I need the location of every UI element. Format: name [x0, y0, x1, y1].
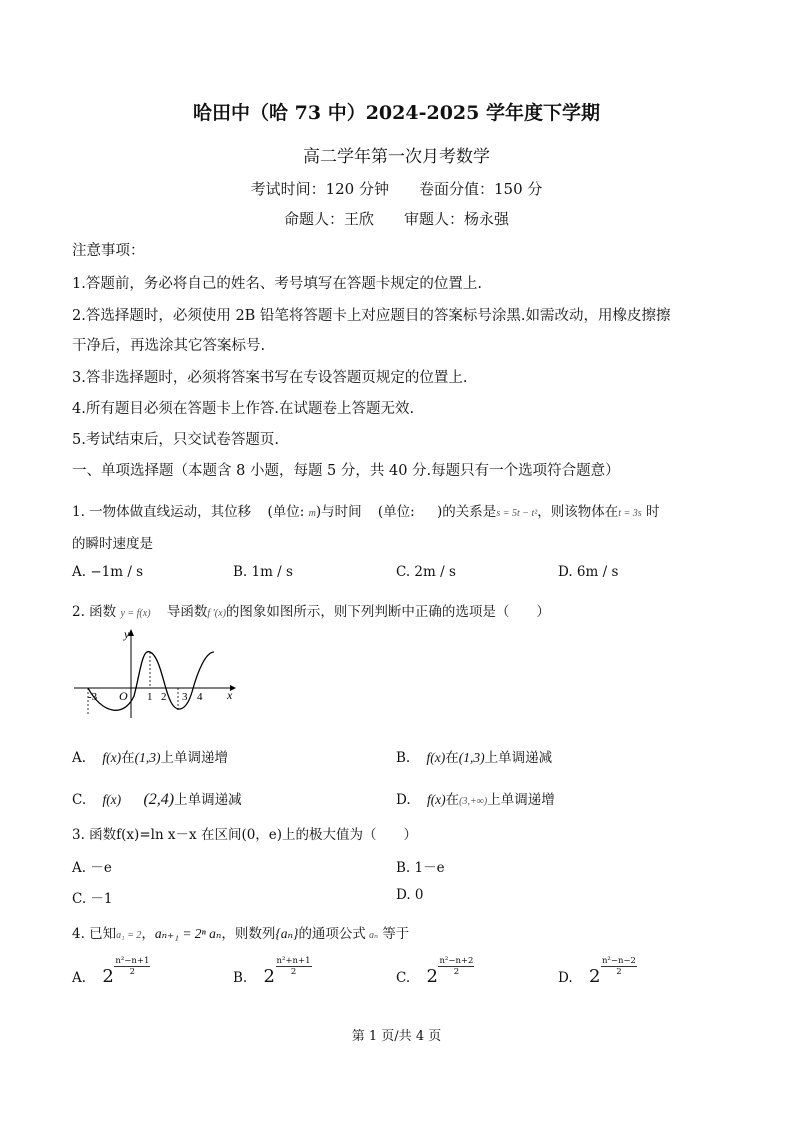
q1-unit: m	[308, 508, 316, 519]
power-exponent	[114, 956, 150, 977]
q2-option-text: 上单调递减	[484, 750, 553, 766]
tick-label: 2	[161, 691, 167, 703]
q3-option-c: C. －1	[72, 891, 113, 907]
q3-option-d: D. 0	[396, 887, 424, 903]
question-3: 3. 函数f(x)=ln x－x 在区间(0，e)上的极大值为（ ）	[72, 827, 418, 843]
option-letter: D.	[558, 970, 573, 986]
question-1	[72, 500, 659, 520]
q4-option-d-expr	[588, 956, 636, 987]
q2-option-b	[396, 746, 552, 766]
q1-option-d: D. 6m / s	[558, 564, 619, 580]
question-2	[72, 600, 550, 620]
note-item: 5.考试结束后，只交试卷答题页.	[72, 432, 279, 448]
option-letter: D.	[396, 792, 411, 808]
q1-line2: 的瞬时速度是	[72, 536, 153, 552]
q1-option-b: B. 1m / s	[233, 564, 293, 580]
q4-sequence: {aₙ}	[275, 926, 299, 941]
y-axis-label: y	[124, 627, 130, 641]
exponent-denominator: 2	[616, 967, 622, 977]
q2-option-interval: (1,3)	[458, 750, 485, 765]
power-exponent	[601, 956, 637, 977]
exam-title: 哈田中（哈 73 中）2024-2025 学年度下学期	[193, 102, 600, 124]
exam-time: 考试时间：120 分钟 卷面分值：150 分	[250, 180, 543, 198]
q2-option-text: 上单调递减	[174, 792, 242, 808]
exponent-denominator: 2	[129, 967, 136, 977]
page-number: 第 1 页/共 4 页	[351, 1029, 442, 1044]
power-exponent	[438, 956, 474, 977]
q1-text: )的关系是	[437, 504, 497, 520]
exponent-denominator: 2	[453, 967, 460, 977]
option-letter: B.	[233, 970, 248, 986]
q1-text: (单位:	[377, 504, 415, 520]
q4-option-b-expr	[263, 956, 311, 987]
q4-a1: a₁ = 2	[116, 930, 142, 941]
q4-text: 的通项公式	[298, 926, 366, 942]
q2-option-c	[72, 788, 242, 809]
tick-label: 1	[147, 691, 153, 703]
power-base: 2	[102, 966, 114, 987]
power-base: 2	[588, 966, 601, 987]
tick-label: 4	[197, 691, 203, 703]
q1-formula: s = 5t − t²	[496, 508, 538, 519]
q1-text: 1. 一物体做直线运动，其位移	[72, 504, 252, 520]
option-letter: B.	[396, 750, 411, 766]
q2-option-text: 在	[121, 750, 135, 766]
option-letter: C.	[396, 970, 411, 986]
q4-option-b	[233, 956, 311, 987]
q4-option-c	[396, 956, 474, 987]
q4-text: ，	[141, 926, 155, 942]
q3-option-a: A. －e	[72, 860, 112, 876]
option-letter: C.	[72, 792, 87, 808]
q1-text: 时	[645, 504, 660, 520]
q4-option-c-expr	[426, 956, 474, 987]
q2-text: 的图象如图所示，则下列判断中正确的选项是（ ）	[225, 604, 550, 620]
q4-option-a	[72, 956, 150, 987]
option-letter: A.	[72, 750, 87, 766]
exponent-denominator: 2	[290, 967, 297, 977]
q2-text: 2. 函数	[72, 604, 117, 620]
exponent-numerator: n²+n+1	[276, 956, 311, 966]
q2-option-func: f(x)	[102, 792, 122, 807]
q2-option-interval: (3,+∞)	[459, 796, 488, 807]
q1-text: ，则该物体在	[537, 504, 619, 520]
q4-text: 等于	[382, 926, 410, 942]
q4-option-a-expr	[102, 956, 150, 987]
q2-option-interval: (2,4)	[143, 791, 175, 808]
note-item: 4.所有题目必须在答题卡上作答.在试题卷上答题无效.	[72, 401, 415, 417]
q2-option-interval: (1,3)	[134, 750, 161, 765]
q2-text: 导函数	[166, 604, 208, 620]
note-item: 3.答非选择题时，必须将答案书写在专设答题页规定的位置上.	[72, 370, 468, 386]
q1-time: t = 3s	[618, 508, 642, 519]
q1-text: )与时间	[315, 504, 362, 520]
note-item: 1.答题前，务必将自己的姓名、考号填写在答题卡规定的位置上.	[72, 276, 482, 292]
q2-option-func: f(x)	[102, 750, 122, 765]
q2-deriv: f ′(x)	[207, 608, 226, 619]
exponent-numerator: n²−n−2	[601, 956, 636, 966]
q2-option-func: f(x)	[426, 792, 446, 807]
notes-heading: 注意事项：	[72, 243, 145, 259]
x-axis-label: x	[227, 688, 233, 702]
q2-option-text: 在	[445, 750, 459, 766]
q2-option-d	[396, 788, 555, 808]
q1-option-c: C. 2m / s	[396, 564, 456, 580]
power-base: 2	[263, 966, 275, 987]
q2-option-a	[72, 746, 228, 766]
derivative-graph	[72, 626, 242, 722]
q1-text: (单位:	[267, 504, 305, 520]
power-base: 2	[426, 966, 438, 987]
exponent-numerator: n²−n+1	[115, 956, 150, 966]
exponent-numerator: n²−n+2	[439, 956, 474, 966]
tick-label: -3	[88, 691, 98, 703]
q2-option-text: 上单调递增	[487, 792, 555, 808]
section-heading: 一、单项选择题（本题含 8 小题，每题 5 分，共 40 分.每题只有一个选项符合题意）	[72, 463, 620, 479]
exam-subtitle: 高二学年第一次月考数学	[303, 147, 490, 167]
q4-text: ，则数列	[221, 926, 276, 942]
origin-label: O	[119, 689, 128, 703]
q3-option-b: B. 1－e	[396, 860, 445, 876]
question-4	[72, 922, 409, 942]
q4-recurrence: aₙ₊₁ = 2ⁿ aₙ	[154, 926, 222, 941]
note-item: 2.答选择题时，必须使用 2B 铅笔将答题卡上对应题目的答案标号涂黑.如需改动，用橡皮擦擦	[72, 308, 671, 324]
q4-text: 4. 已知	[72, 926, 117, 942]
option-letter: A.	[72, 970, 87, 986]
q2-option-text: 上单调递增	[160, 750, 228, 766]
tick-label: 3	[182, 691, 188, 703]
note-item: 干净后，再选涂其它答案标号.	[72, 338, 266, 354]
q4-option-d	[558, 956, 636, 987]
q1-option-a: A. −1m / s	[72, 564, 144, 580]
q2-option-func: f(x)	[426, 750, 446, 765]
q4-an: aₙ	[368, 930, 378, 941]
exam-authors: 命题人：王欣 审题人：杨永强	[283, 210, 509, 228]
power-exponent	[276, 956, 312, 977]
q2-option-text: 在	[445, 792, 460, 808]
q2-func: y = f(x)	[120, 608, 151, 619]
